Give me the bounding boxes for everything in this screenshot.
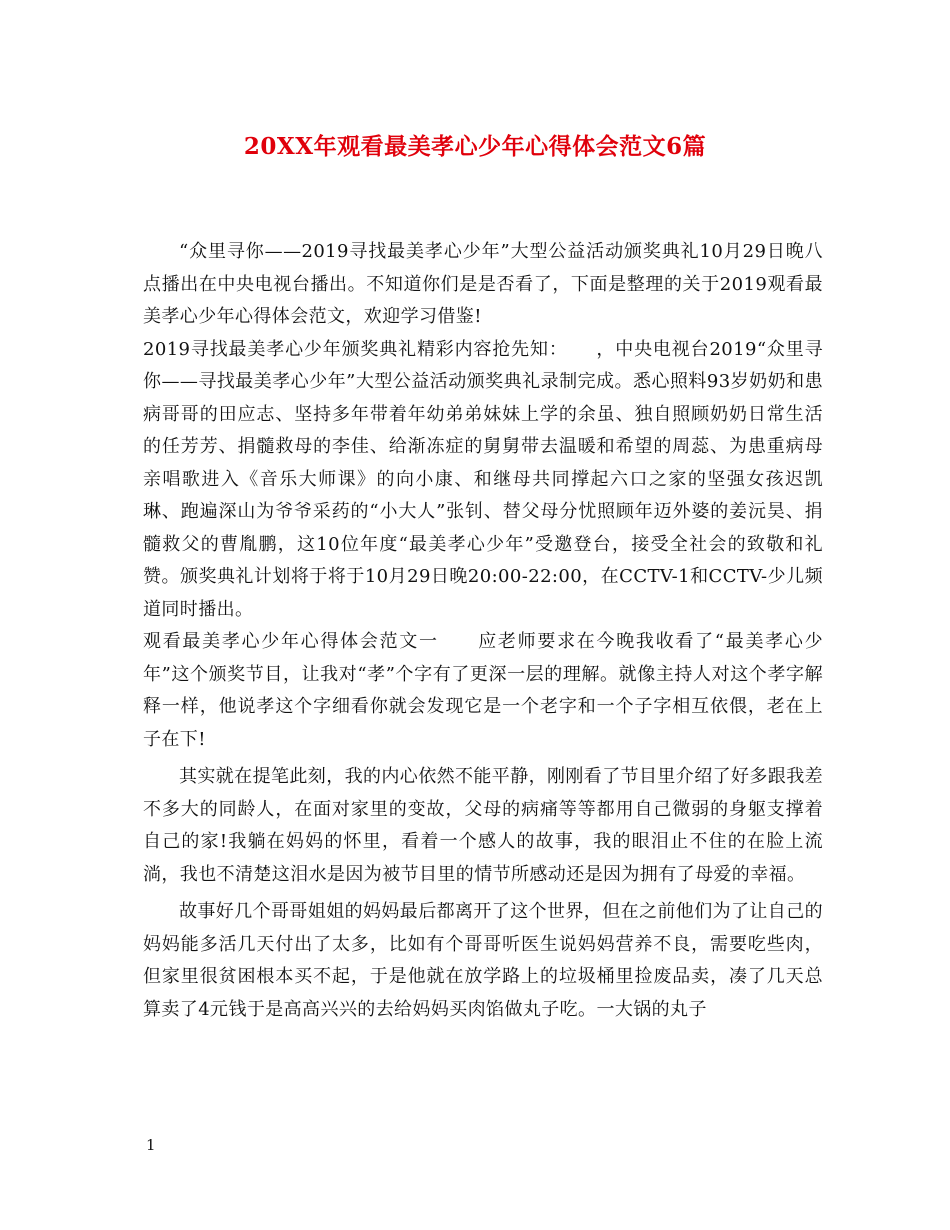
paragraph-essay-one: 观看最美孝心少年心得体会范文一 应老师要求在今晚我收看了“最美孝心少年”这个颁奖节目，让我对“孝”个字有了更深一层的理解。就像主持人对这个孝字解释一样，他说孝这个字细看你就会发现它是一个老字和一个子字相互依偎，老在上子在下!: [143, 631, 823, 750]
paragraph-story: 故事好几个哥哥姐姐的妈妈最后都离开了这个世界，但在之前他们为了让自己的妈妈能多活几天付出了太多，比如有个哥哥听医生说妈妈营养不良，需要吃些肉，但家里很贫困根本买不起，于是他就在放学路上的垃圾桶里捡废品卖，凑了几天总算卖了4元钱于是高高兴兴的去给妈妈买肉馅做丸子吃。一大锅的丸子: [143, 901, 823, 1020]
document-title: 20XX年观看最美孝心少年心得体会范文6篇: [243, 133, 707, 160]
paragraph-preview: 2019寻找最美孝心少年颁奖典礼精彩内容抢先知： ，中央电视台2019“众里寻你——寻找最美孝心少年”大型公益活动颁奖典礼录制完成。悉心照料93岁奶奶和患病哥哥的田应志、坚持多年带着年幼弟弟妹妹上学的余虽、独自照顾奶奶日常生活的任芳芳、捐髓救母的李佳、给渐冻症的舅舅带去温暖和希望的周蕊、为患重病母亲唱歌进入《音乐大师课》的向小康、和继母共同撑起六口之家的坚强女孩迟凯琳、跑遍深山为爷爷采药的“小大人”张钊、替父母分忧照顾年迈外婆的姜沅昊、捐髓救父的曹胤鹏，这10位年度“最美孝心少年”受邀登台，接受全社会的致敬和礼赞。颁奖典礼计划将于将于10月29日晚20:00-22:00，在CCTV-1和CCTV-少儿频道同时播出。: [143, 338, 823, 620]
paragraph-reflection: 其实就在提笔此刻，我的内心依然不能平静，刚刚看了节目里介绍了好多跟我差不多大的同龄人，在面对家里的变故，父母的病痛等等都用自己微弱的身躯支撑着自己的家!我躺在妈妈的怀里，看着一个感人的故事，我的眼泪止不住的在脸上流淌，我也不清楚这泪水是因为被节目里的情节所感动还是因为拥有了母爱的幸福。: [143, 766, 823, 885]
paragraph-intro: “众里寻你——2019寻找最美孝心少年”大型公益活动颁奖典礼10月29日晚八点播出在中央电视台播出。不知道你们是是否看了，下面是整理的关于2019观看最美孝心少年心得体会范文，欢迎学习借鉴!: [143, 241, 823, 327]
page-number: 1: [146, 1136, 156, 1154]
document-body: [143, 236, 823, 1026]
